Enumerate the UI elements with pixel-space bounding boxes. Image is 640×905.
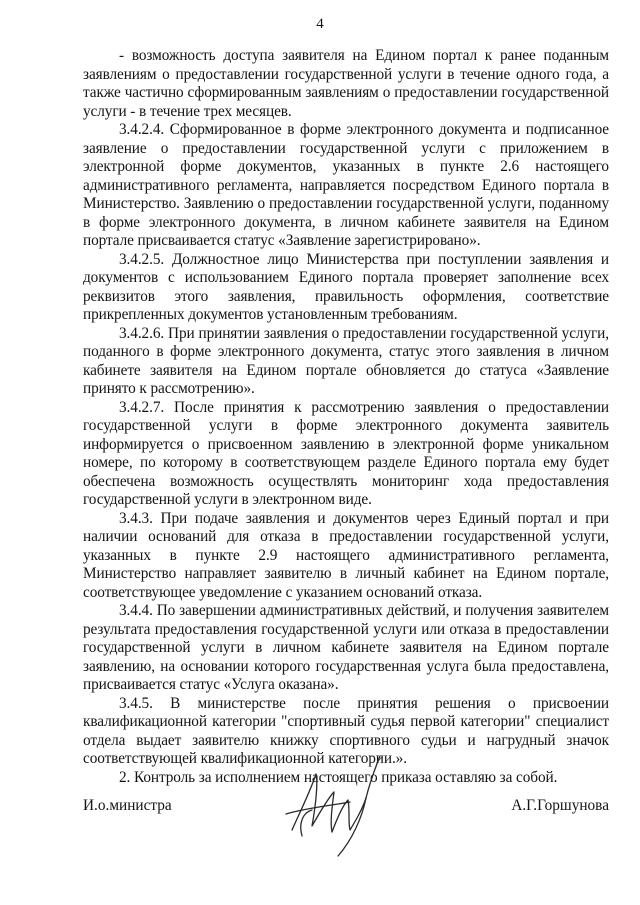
handwritten-signature [272, 752, 392, 862]
signatory-name: А.Г.Горшунова [511, 797, 609, 814]
paragraph-3-4-5: 3.4.5. В министерстве после принятия решения о присвоении квалификационной категории "спортивный судья первой категории" специалист отдела выдает заявителю книжку спортивного судьи и нагрудный значок соответствующей квалификационной категории.». [83, 694, 609, 767]
paragraph-access: - возможность доступа заявителя на Едином портал к ранее поданным заявлениям о предоставлении государственной услуги в течение одного года, а также частично сформированным заявлениям о предоставлении государственной услуги - в течение трех месяцев. [83, 47, 609, 120]
page-number: 4 [316, 16, 324, 32]
paragraph-3-4-2-4: 3.4.2.4. Сформированное в форме электронного документа и подписанное заявление о предоставлении государственной услуги с приложением в электронной форме документов, указанных в пункте 2.6 настоящего административного регламента, направляется посредством Единого портала в Министерство. Заявлению о предоставлении государственной услуги, поданному в форме электронного документа, в личном кабинете заявителя на Едином портале присваивается статус «Заявление зарегистрировано». [83, 121, 609, 249]
signatory-title: И.о.министра [83, 797, 172, 814]
paragraph-3-4-4: 3.4.4. По завершении административных действий, и получения заявителем результата предоставления государственной услуги или отказа в предоставлении государственной услуги в личном кабинете заявителя на Едином портале заявлению, на основании которого государственная услуга была предоставлена, присваивается статус «Услуга оказана». [83, 602, 609, 693]
document-body [83, 47, 609, 787]
paragraph-3-4-2-5: 3.4.2.5. Должностное лицо Министерства при поступлении заявления и документов с использованием Единого портала проверяет заполнение всех реквизитов этого заявления, правильность оформления, соответствие прикрепленных документов установленным требованиям. [83, 250, 609, 323]
paragraph-3-4-3: 3.4.3. При подаче заявления и документов через Единый портал и при наличии оснований для отказа в предоставлении государственной услуги, указанных в пункте 2.9 настоящего административного регламента, Министерство направляет заявителю в личный кабинет на Едином портале, соответствующее уведомление с указанием оснований отказа. [83, 509, 609, 601]
paragraph-3-4-2-7: 3.4.2.7. После принятия к рассмотрению заявления о предоставлении государственной услуги в форме электронного документа заявитель информируется о присвоенном заявлению в электронной форме уникальном номере, по которому в соответствующем разделе Единого портала ему будет обеспечена возможность осуществлять мониторинг хода предоставления государственной услуги в электронном виде. [83, 398, 609, 508]
paragraph-3-4-2-6: 3.4.2.6. При принятии заявления о предоставлении государственной услуги, поданного в форме электронного документа, статус этого заявления в личном кабинете заявителя на Едином портале обновляется до статуса «Заявление принято к рассмотрению». [83, 324, 609, 397]
paragraph-control: 2. Контроль за исполнением настоящего приказа оставляю за собой. [119, 768, 558, 786]
